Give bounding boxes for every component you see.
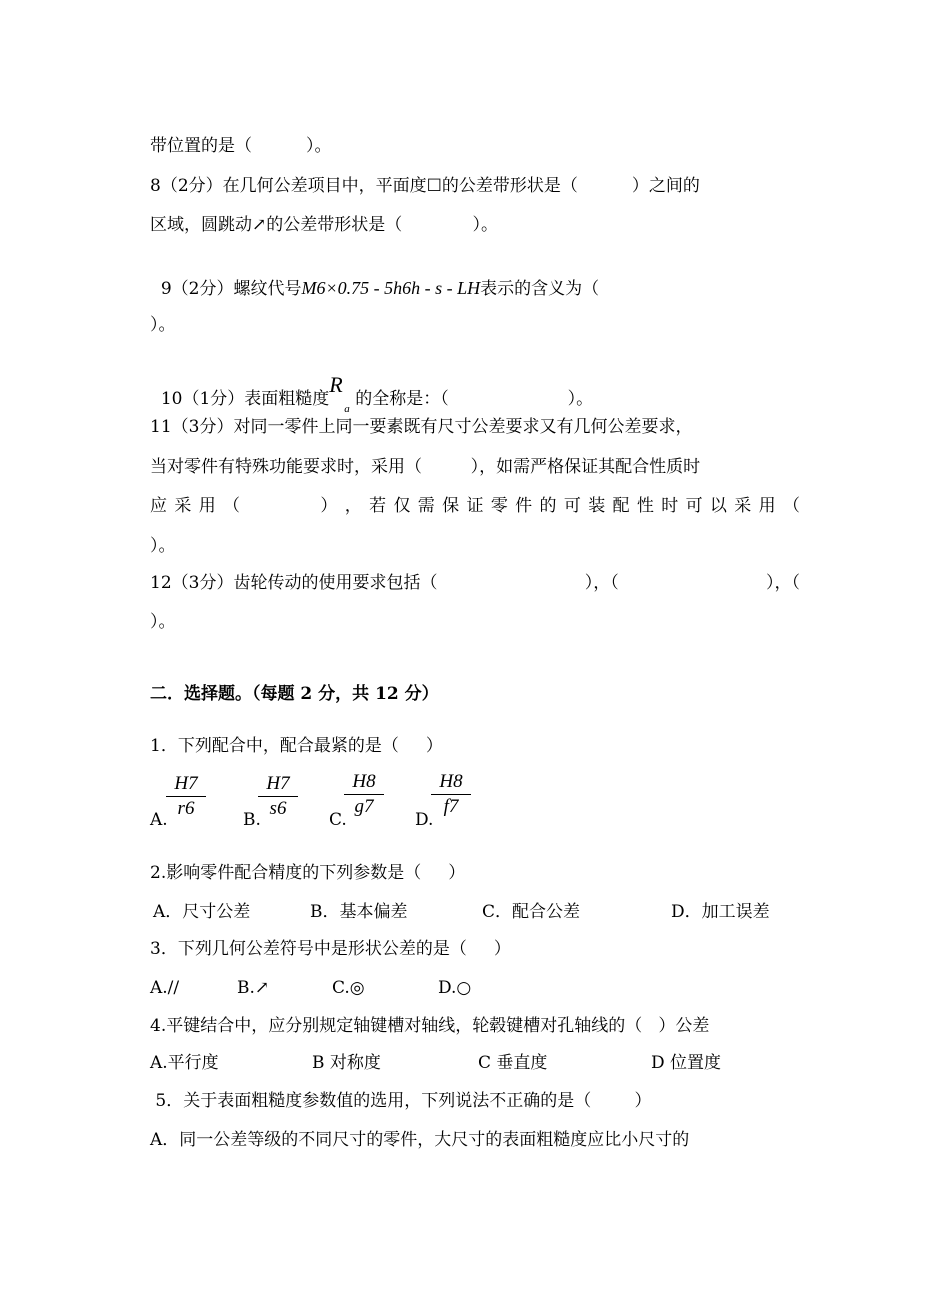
fraction-numerator: H7	[258, 772, 298, 797]
q11-line3-char-1: 采	[174, 496, 192, 516]
option-b: B 对称度	[312, 1053, 381, 1073]
q11-line3-char-10: 仅	[393, 496, 411, 516]
ra-symbol-subscript: a	[344, 403, 350, 415]
option-b-label: B.	[243, 810, 261, 830]
option-c: C．配合公差	[482, 902, 581, 922]
q11-line3-char-20: 性	[636, 496, 654, 516]
q11-line3-char-21: 时	[661, 496, 679, 516]
option-a: A．尺寸公差	[153, 902, 251, 922]
q11-line3-char-5	[272, 494, 289, 518]
option-a: A.平行度	[150, 1053, 219, 1073]
q12-line1-segment-1	[469, 571, 554, 595]
fraction-numerator: H7	[166, 772, 206, 797]
question-8-line-2: 区域，圆跳动↗的公差带形状是（ ）。	[150, 215, 498, 235]
fraction-numerator: H8	[344, 770, 384, 795]
q12-line1-segment-0: 12（3分）齿轮传动的使用要求包括（	[150, 573, 438, 593]
q11-line3-char-18: 装	[588, 496, 606, 516]
option-a-parallelism-symbol: A.//	[150, 978, 180, 998]
q11-line3-char-25: 用	[758, 496, 776, 516]
q11-line3-char-23: 以	[709, 496, 727, 516]
section-2-heading: 二．选择题。（每题 2 分，共 12 分）	[150, 684, 439, 704]
question-11-line-1: 11（3分）对同一零件上同一要素既有尺寸公差要求又有几何公差要求，	[150, 417, 693, 437]
q11-line3-char-0: 应	[150, 496, 167, 516]
question-9-line-2: ）。	[150, 315, 176, 335]
option-d-roundness-symbol: D.○	[438, 978, 472, 998]
thread-code-formula: M6×0.75 - 5h6h - s - LH	[301, 278, 481, 298]
fraction-numerator: H8	[431, 770, 471, 795]
ra-symbol-r: R	[329, 372, 343, 397]
option-d: D．加工误差	[671, 902, 770, 922]
fraction-h7-r6	[166, 772, 206, 821]
choice-question-3: 3．下列几何公差符号中是形状公差的是（ ）	[150, 939, 511, 959]
q10-prefix: 10（1分）表面粗糙度	[160, 389, 330, 409]
question-10-line	[150, 363, 594, 415]
q12-line1-segment-3	[650, 571, 735, 595]
option-a-label: A.	[150, 810, 168, 830]
question-12-line-2: ）。	[150, 612, 176, 632]
q11-line3-char-3: （	[223, 496, 241, 516]
choice-question-4: 4.平键结合中，应分别规定轴键槽对轴线，轮毂键槽对孔轴线的（ ）公差	[150, 1016, 710, 1036]
q11-line3-char-16: 的	[539, 496, 557, 516]
fraction-denominator: f7	[443, 796, 459, 817]
q11-line3-char-14: 零	[490, 496, 508, 516]
q11-line3-char-26: （	[782, 496, 800, 516]
q11-line3-char-2: 用	[198, 496, 216, 516]
option-c-concentricity-symbol: C.◎	[332, 978, 365, 998]
q11-line3-char-4	[247, 494, 264, 518]
q11-line3-char-17: 可	[563, 496, 581, 516]
fraction-denominator: g7	[354, 796, 374, 817]
option-c-label: C.	[329, 810, 347, 830]
question-8-line-1: 8（2分）在几何公差项目中，平面度☐的公差带形状是（ ）之间的	[150, 176, 700, 196]
q11-line3-char-6	[296, 494, 313, 518]
option-c: C 垂直度	[478, 1053, 548, 1073]
option-d: D 位置度	[651, 1053, 722, 1073]
q11-line3-char-15: 件	[515, 496, 533, 516]
choice-question-1: 1．下列配合中，配合最紧的是（ ）	[150, 736, 443, 756]
choice-5-option-a: A．同一公差等级的不同尺寸的零件，大尺寸的表面粗糙度应比小尺寸的	[150, 1130, 690, 1150]
fraction-h7-s6	[258, 772, 298, 821]
text-line-q7-end: 带位置的是（ ）。	[150, 136, 332, 156]
question-12-line-1	[150, 571, 800, 595]
question-9-line-1	[150, 252, 599, 301]
option-b: B．基本偏差	[310, 902, 408, 922]
q11-line3-char-22: 可	[685, 496, 703, 516]
q11-line3-char-8: ，	[344, 496, 362, 516]
q11-line3-char-7: ）	[320, 496, 338, 516]
choice-question-2: 2.影响零件配合精度的下列参数是（ ）	[150, 863, 466, 883]
option-b-runout-symbol: B.↗	[237, 978, 270, 998]
q10-suffix: 的全称是：（ ）。	[355, 389, 594, 409]
q11-line3-char-9: 若	[369, 496, 387, 516]
fraction-h8-f7	[431, 770, 471, 819]
q12-line1-segment-4: ），（	[765, 573, 800, 593]
q11-line3-char-12: 保	[442, 496, 460, 516]
choice-question-5: 5．关于表面粗糙度参数值的选用，下列说法不正确的是（ ）	[150, 1091, 652, 1111]
question-11-line-3	[150, 494, 800, 518]
q11-line3-char-24: 采	[734, 496, 752, 516]
fraction-denominator: s6	[269, 798, 287, 819]
fraction-denominator: r6	[177, 798, 195, 819]
q11-line3-char-19: 配	[612, 496, 630, 516]
question-11-line-4: ）。	[150, 536, 176, 556]
fraction-h8-g7	[344, 770, 384, 819]
q11-line3-char-13: 证	[466, 496, 484, 516]
q9-suffix: 表示的含义为（	[480, 279, 600, 299]
q11-line3-char-11: 需	[417, 496, 435, 516]
q12-line1-segment-2: ），（	[584, 573, 619, 593]
option-d-label: D.	[415, 810, 434, 830]
q9-prefix: 9（2分）螺纹代号	[160, 279, 302, 299]
question-11-line-2: 当对零件有特殊功能要求时，采用（ ），如需严格保证其配合性质时	[150, 457, 701, 477]
